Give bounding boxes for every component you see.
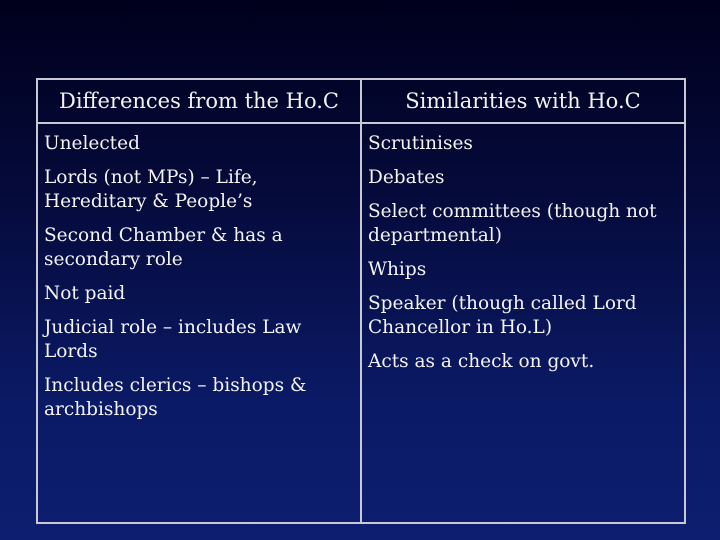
difference-item: Unelected xyxy=(44,133,140,154)
comparison-table xyxy=(36,78,686,524)
similarities-header: Similarities with Ho.C xyxy=(362,80,684,124)
difference-item: Lords (not MPs) – Life, Hereditary & People’s xyxy=(44,167,258,212)
similarity-item: Acts as a check on govt. xyxy=(368,351,595,372)
differences-header: Differences from the Ho.C xyxy=(38,80,362,124)
differences-column xyxy=(38,124,362,522)
difference-item: Not paid xyxy=(44,283,126,304)
similarity-item: Debates xyxy=(368,167,445,188)
similarity-item: Scrutinises xyxy=(368,133,473,154)
similarity-item: Select committees (though not departmental) xyxy=(368,201,657,246)
similarity-item: Whips xyxy=(368,259,427,280)
similarities-column xyxy=(362,124,684,522)
difference-item: Second Chamber & has a secondary role xyxy=(44,225,283,270)
similarity-item: Speaker (though called Lord Chancellor in Ho.L) xyxy=(368,293,637,338)
difference-item: Judicial role – includes Law Lords xyxy=(44,317,302,362)
difference-item: Includes clerics – bishops & archbishops xyxy=(44,375,307,420)
